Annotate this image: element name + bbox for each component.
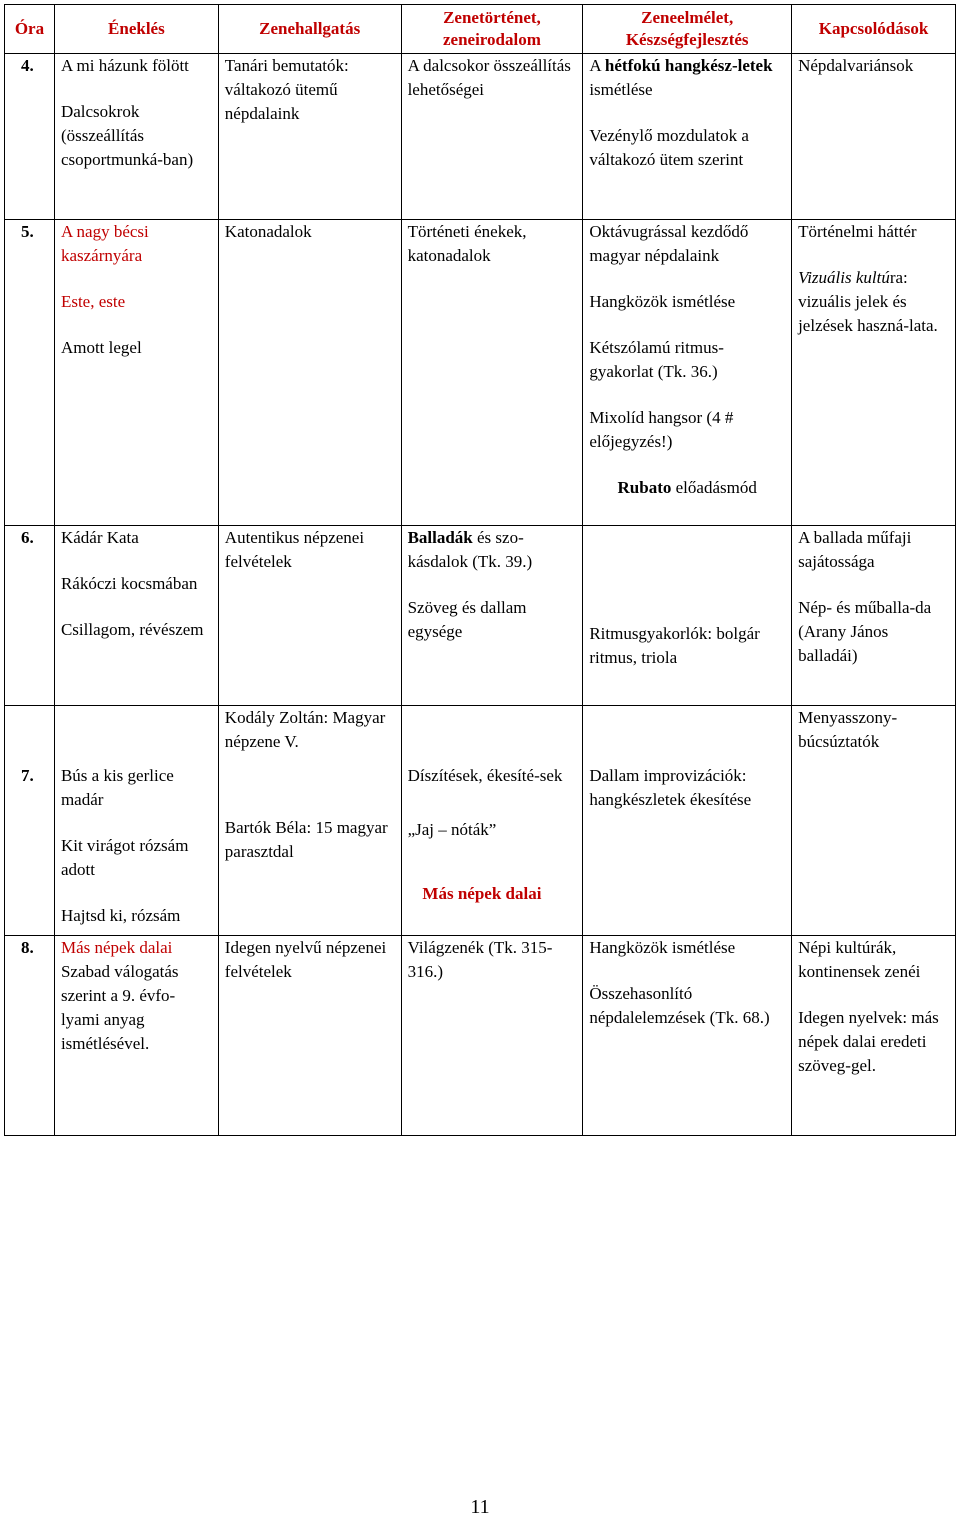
listening-cell: Tanári bemutatók: váltakozó ütemű népdalaink <box>218 54 401 220</box>
header-kapcsolodasok: Kapcsolódások <box>792 5 956 54</box>
song-cell <box>54 54 218 220</box>
history-item: Balladák és szo-kásdalok (Tk. 39.) <box>407 528 533 571</box>
listening-cell: Idegen nyelvű népzenei felvételek <box>218 936 401 1136</box>
song-note: Dalcsokrok (összeállítás csoportmunká-ban) <box>60 102 194 169</box>
theory-cell <box>583 706 792 936</box>
theory-item: Rubato előadásmód <box>617 478 757 497</box>
song-title: Kádár Kata <box>60 528 139 547</box>
song-title: A nagy bécsi kaszárnyára <box>60 222 149 265</box>
header-ora: Óra <box>5 5 55 54</box>
lesson-number: 8. <box>5 936 55 1136</box>
theory-item: Ritmusgyakorlók: bolgár ritmus, triola <box>589 624 760 667</box>
song-title: Hajtsd ki, rózsám <box>60 906 181 925</box>
section-title: Más népek dalai <box>422 884 542 903</box>
curriculum-table <box>4 4 956 1136</box>
listening-cell <box>218 706 401 936</box>
song-title: Bús a kis gerlice madár <box>60 766 174 809</box>
header-row <box>5 5 956 54</box>
song-title: Amott legel <box>60 338 142 357</box>
song-title: Csillagom, révészem <box>60 620 204 639</box>
header-zeneelmelet: Zeneelmélet, Készségfejlesztés <box>583 5 792 54</box>
table-row <box>5 706 956 936</box>
table-row <box>5 936 956 1136</box>
links-item: A ballada műfaji sajátossága <box>798 528 912 571</box>
history-item: Díszítések, ékesíté-sek <box>407 766 563 785</box>
history-item: Szöveg és dallam egysége <box>407 598 527 641</box>
song-cell <box>54 706 218 936</box>
header-zenehallgatas: Zenehallgatás <box>218 5 401 54</box>
links-item: Idegen nyelvek: más népek dalai eredeti szöveg-gel. <box>798 1008 939 1075</box>
links-item: Vizuális kultúra: vizuális jelek és jelzések haszná-lata. <box>798 268 938 335</box>
song-cell <box>54 526 218 706</box>
song-cell <box>54 936 218 1136</box>
lesson-number: 6. <box>5 526 55 706</box>
table-row <box>5 220 956 526</box>
history-cell: A dalcsokor összeállítás lehetőségei <box>401 54 583 220</box>
links-cell: Népdalvariánsok <box>792 54 956 220</box>
links-cell <box>792 526 956 706</box>
song-note: Szabad válogatás szerint a 9. évfo-lyami anyag ismétlésével. <box>60 962 179 1053</box>
links-cell <box>792 220 956 526</box>
song-title: Kit virágot rózsám adott <box>60 836 189 879</box>
history-cell <box>401 706 583 936</box>
theory-item: Hangközök ismétlése <box>589 292 736 311</box>
theory-cell <box>583 526 792 706</box>
listening-item: Bartók Béla: 15 magyar parasztdal <box>224 818 388 861</box>
links-cell: Menyasszony-búcsúztatók <box>792 706 956 936</box>
links-cell <box>792 936 956 1136</box>
theory-cell <box>583 220 792 526</box>
theory-cell <box>583 936 792 1136</box>
header-zenetortenet: Zenetörténet, zeneirodalom <box>401 5 583 54</box>
history-cell: Történeti énekek, katonadalok <box>401 220 583 526</box>
table-row <box>5 526 956 706</box>
theory-item: Dallam improvizációk: hangkészletek ékesítése <box>589 766 752 809</box>
theory-item: Vezénylő mozdulatok a váltakozó ütem szerint <box>589 126 749 169</box>
history-cell <box>401 526 583 706</box>
theory-item: Oktávugrással kezdődő magyar népdalaink <box>589 222 749 265</box>
lesson-number: 4. <box>5 54 55 220</box>
lesson-number: 5. <box>5 220 55 526</box>
history-item: „Jaj – nóták” <box>407 820 497 839</box>
song-title: A mi házunk fölött <box>60 56 189 75</box>
history-cell: Világzenék (Tk. 315-316.) <box>401 936 583 1136</box>
listening-cell: Katonadalok <box>218 220 401 526</box>
links-item: Népi kultúrák, kontinensek zenéi <box>798 938 921 981</box>
theory-cell <box>583 54 792 220</box>
header-enekles: Éneklés <box>54 5 218 54</box>
song-title: Rákóczi kocsmában <box>60 574 198 593</box>
song-title: Este, este <box>60 292 126 311</box>
theory-item: A hétfokú hangkész-letek ismétlése <box>589 56 773 99</box>
links-item: Nép- és műballa-da (Arany János balladái) <box>798 598 932 665</box>
table-row <box>5 54 956 220</box>
song-title: Más népek dalai <box>60 938 173 957</box>
song-cell <box>54 220 218 526</box>
theory-item: Összehasonlító népdalelemzések (Tk. 68.) <box>589 984 770 1027</box>
listening-item: Kodály Zoltán: Magyar népzene V. <box>224 708 386 751</box>
lesson-number: 7. <box>5 706 55 936</box>
listening-cell: Autentikus népzenei felvételek <box>218 526 401 706</box>
page-number: 11 <box>470 1496 490 1518</box>
theory-item: Hangközök ismétlése <box>589 938 736 957</box>
theory-item: Kétszólamú ritmus-gyakorlat (Tk. 36.) <box>589 338 724 381</box>
links-item: Történelmi háttér <box>798 222 917 241</box>
theory-item: Mixolíd hangsor (4 # előjegyzés!) <box>589 408 734 451</box>
